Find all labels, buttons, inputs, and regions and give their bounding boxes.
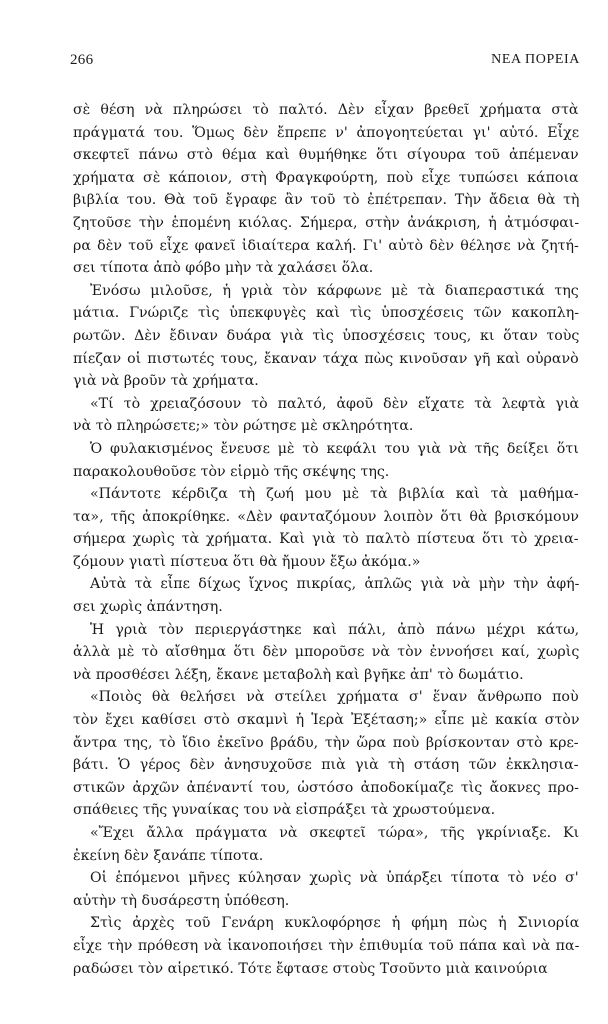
text-line: ἐκείνη δὲν ξανάπε τίποτα. [73,847,264,864]
text-line: σήμερα χωρὶς τὰ χρήματα. Καὶ γιὰ τὸ παλτὸ πίστευα ὅτι τὸ χρεια- [73,531,579,548]
text-line: «Ποιὸς θὰ θελήσει νὰ στείλει χρήματα σ' ἕναν ἄνθρωπο ποὺ [90,689,579,706]
page-header [70,52,580,72]
text-line: τα», τῆς ἀποκρίθηκε. «Δὲν φανταζόμουν λοιπὸν ὅτι θὰ βρισκόμουν [73,508,579,525]
text-line: χρήματα σὲ κάποιον, στὴ Φραγκφούρτη, ποὺ εἶχε τυπώσει κάποια [73,169,579,186]
text-line: αὐτὴν τὴ δυσάρεστη ὑπόθεση. [73,892,290,909]
text-line: ἀλλὰ μὲ τὸ αἴσθημα ὅτι δὲν μποροῦσε νὰ τὸν ἐννοήσει καί, χωρὶς [73,644,579,661]
text-line: ρα δὲν τοῦ εἶχε φανεῖ ἰδιαίτερα καλή. Γι' αὐτὸ δὲν θέλησε νὰ ζητή- [73,237,579,254]
text-line: σὲ θέση νὰ πληρώσει τὸ παλτό. Δὲν εἶχαν βρεθεῖ χρήματα στὰ [73,102,579,118]
text-line: στικῶν ἀρχῶν ἀπέναντί του, ὡστόσο ἀποδοκίμαζε τὶς ἄοκνες προ- [73,779,579,796]
text-line: γιὰ νὰ βροῦν τὰ χρήματα. [73,373,259,390]
text-line: σει τίποτα ἀπὸ φόβο μὴν τὰ χαλάσει ὅλα. [73,260,374,277]
page-number: 266 [70,52,94,68]
text-line: σει χωρὶς ἀπάντηση. [73,599,223,616]
text-line: «Πάντοτε κέρδιζα τὴ ζωή μου μὲ τὰ βιβλία καὶ τὰ μαθήμα- [90,486,579,503]
text-line: Οἱ ἑπόμενοι μῆνες κύλησαν χωρὶς νὰ ὑπάρξει τίποτα τὸ νέο σ' [90,870,579,887]
text-line: Αὐτὰ τὰ εἶπε δίχως ἴχνος πικρίας, ἁπλῶς γιὰ νὰ μὴν τὴν ἀφή- [90,576,579,593]
text-line: Στὶς ἀρχὲς τοῦ Γενάρη κυκλοφόρησε ἡ φήμη πὼς ἡ Σινιορία [90,915,579,932]
text-line: «Ἔχει ἄλλα πράγματα νὰ σκεφτεῖ τώρα», τῆς γκρίνιαξε. Κι [90,825,579,841]
text-line: βάτι. Ὁ γέρος δὲν ἀνησυχοῦσε πιὰ γιὰ τὴ στάση τῶν ἐκκλησια- [73,757,579,774]
text-line: παρακολουθοῦσε τὸν εἱρμὸ τῆς σκέψης της. [73,463,390,480]
text-line: πράγματά του. Ὅμως δὲν ἔπρεπε ν' ἀπογοητεύεται γι' αὐτό. Εἶχε [73,124,579,141]
text-line: μάτια. Γνώριζε τὶς ὑπεκφυγὲς καὶ τὶς ὑποσχέσεις τῶν κακοπλη- [73,305,579,322]
running-head: ΝΕΑ ΠΟΡΕΙΑ [491,52,580,67]
text-line: τὸν ἔχει καθίσει στὸ σκαμνὶ ἡ Ἱερὰ Ἐξέταση;» εἶπε μὲ κακία στὸν [73,712,579,729]
body-text [73,99,579,980]
text-line: ραδώσει τὸν αἱρετικό. Τότε ἔφτασε στοὺς Τσοῦντο μιὰ καινούρια [73,960,548,977]
text-line: νὰ τὸ πληρώσετε;» τὸν ρώτησε μὲ σκληρότητα. [73,418,414,435]
text-line: Ὁ φυλακισμένος ἔνευσε μὲ τὸ κεφάλι του γιὰ νὰ τῆς δείξει ὅτι [90,440,579,457]
text-line: Ἡ γριὰ τὸν περιεργάστηκε καὶ πάλι, ἀπὸ πάνω μέχρι κάτω, [90,621,579,638]
text-line: ἄντρα της, τὸ ἴδιο ἐκεῖνο βράδυ, τὴν ὥρα ποὺ βρίσκονταν στὸ κρε- [73,734,579,751]
text-line: «Τί τὸ χρειαζόσουν τὸ παλτό, ἀφοῦ δὲν εἴχατε τὰ λεφτὰ γιὰ [90,395,579,412]
text-line: βιβλία του. Θὰ τοῦ ἔγραφε ἂν τοῦ τὸ ἐπέτρεπαν. Τὴν ἄδεια θὰ τὴ [73,192,579,209]
text-line: Ἐνόσω μιλοῦσε, ἡ γριὰ τὸν κάρφωνε μὲ τὰ διαπεραστικά της [90,282,579,299]
text-line: εἶχε τὴν πρόθεση νὰ ἱκανοποιήσει τὴν ἐπιθυμία τοῦ πάπα καὶ νὰ πα- [73,937,579,954]
text-line: πίεζαν οἱ πιστωτές τους, ἔκαναν τάχα πὼς κινοῦσαν γῆ καὶ οὐρανὸ [73,350,579,367]
text-line: σπάθειες τῆς γυναίκας του νὰ εἰσπράξει τὰ χρωστούμενα. [73,802,496,819]
text-line: ζητοῦσε τὴν ἑπομένη κιόλας. Σήμερα, στὴν ἀνάκριση, ἡ ἀτμόσφαι- [73,214,579,231]
text-line: νὰ προσθέσει λέξη, ἔκανε μεταβολὴ καὶ βγῆκε ἀπ' τὸ δωμάτιο. [73,666,524,683]
text-line: ζόμουν γιατὶ πίστευα ὅτι θὰ ἤμουν ἔξω ἀκόμα.» [73,553,421,570]
text-line: σκεφτεῖ πάνω στὸ θέμα καὶ θυμήθηκε ὅτι σίγουρα τοῦ ἀπέμεναν [73,147,579,164]
text-line: ρωτῶν. Δὲν ἔδιναν δυάρα γιὰ τὶς ὑποσχέσεις τους, κι ὅταν τοὺς [73,327,579,344]
